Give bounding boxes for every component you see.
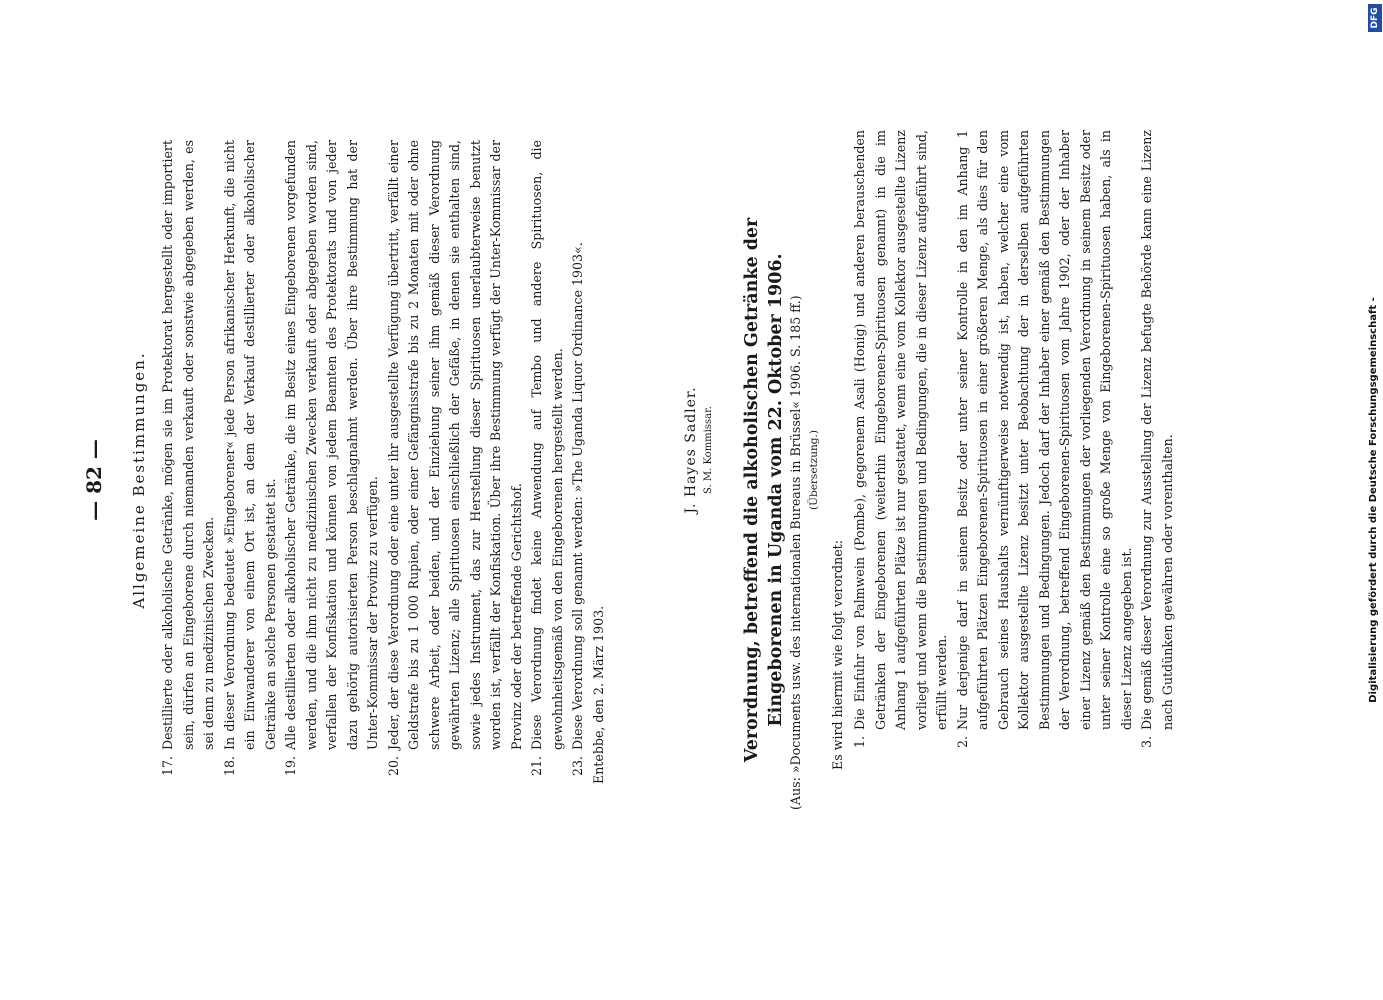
provision-number: 20. <box>385 756 401 777</box>
page-number: — 82 — <box>82 439 106 521</box>
provision-text: Alle destillierten oder alkoholischer Getränke, die im Besitz eines Eingeborenen vorgefunden werden, und die ihm nicht zu medizinischen Zwecken verkauft oder abgegeben worden sind, verfallen der Konfiskation und können von jedem Beamten des Protektorats und von jeder dazu gehörig autorisierten Person beschlagnahmt werden. Über ihre Bestimmung hat der Unter-Kommissar der Provinz zu verfügen. <box>283 140 380 750</box>
ordinance-item <box>850 130 953 749</box>
ordinance-items <box>850 130 1178 749</box>
ordinance-item-number: 3. <box>1139 736 1154 749</box>
provision-text: Destillierte oder alkoholische Getränke, mögen sie im Protektorat hergestellt oder importiert sein, dürfen an Eingeborene durch niemanden verkauft oder sonstwie abgegeben werden, es sei denn zu medizinischen Zwecken. <box>160 140 216 750</box>
ordinance-item-number: 2. <box>954 736 970 749</box>
provision-item <box>384 140 528 777</box>
place-date: Entebbe, den 2. März 1903. <box>590 605 606 784</box>
ordinance-intro: Es wird hiermit wie folgt verordnet: <box>830 540 845 770</box>
ordinance-source: (Aus: »Documents usw. des internationalen Bureaus in Brüssel« 1906. S. 185 ff.) <box>788 295 803 810</box>
provision-text: In dieser Verordnung bedeutet »Eingeborener« jede Person afrikanischer Herkunft, die nicht ein Einwanderer von einem Ort ist, an dem der Verkauf destillierter oder alkoholischer Getränke an solche Personen gestattet ist. <box>221 140 278 750</box>
provision-number: 21. <box>529 756 544 777</box>
provision-item <box>158 140 220 777</box>
general-provisions <box>158 140 609 784</box>
dfg-logo: DFG <box>1368 4 1382 32</box>
provision-item <box>527 140 568 777</box>
provision-number: 18. <box>221 756 237 777</box>
provision-text: Jeder, der diese Verordnung oder eine unter ihr ausgestellte Verfügung übertritt, verfällt einer Geldstrafe bis zu 1 000 Rupien, oder einer Gefängnisstrafe bis zu 2 Monaten mit oder ohne schwere Arbeit, oder beiden, und der Einziehung seiner ihm gemäß dieser Verordnung gewährten Lizenz; alle Spirituosen einschließlich der Gefäße, in denen sie enthalten sind, sowie jedes Instrument, das zur Herstellung dieser Spirituosen unerlaubterweise benutzt worden ist, verfällt der Konfiskation. Über ihre Bestimmung verfügt der Unter-Kommissar der Provinz oder der betreffende Gerichtshof. <box>385 140 524 750</box>
signature-name: J. Hayes Sadler. <box>683 386 699 514</box>
signature-title: S. M. Kommissar. <box>703 406 714 494</box>
ordinance-item-text: Die Einfuhr von Palmwein (Pombe), gegorenem Asali (Honig) und anderen berauschenden Getränken der Eingeborenen (weiterhin Eingeborenen-Spirituosen genannt) in die im Anhang 1 aufgeführten Plätze ist nur gestattet, wenn eine vom Kollektor ausgestellte Lizenz vorliegt und wenn die Bestimmungen und Bedingungen, die in dieser Lizenz aufgeführt sind, erfüllt werden. <box>852 130 949 730</box>
translation-note: (Übersetzung.) <box>808 430 820 510</box>
provision-item <box>568 140 589 777</box>
section-title: Allgemeine Bestimmungen. <box>130 351 148 609</box>
provision-text: Diese Verordnung soll genannt werden: »The Uganda Liquor Ordinance 1903«. <box>570 242 585 750</box>
provision-number: 17. <box>160 756 175 777</box>
ordinance-item-text: Nur derjenige darf in seinem Besitz oder unter seiner Kontrolle in den im Anhang 1 aufgeführten Plätzen Eingeborenen-Spirituosen in einer größeren Menge, als dies für den Gebrauch seines Haushalts vernünftigerweise notwendig ist, haben, welcher eine vom Kollektor ausgestellte Lizenz besitzt unter Beobachtung der in derselben aufgeführten Bestimmungen und Bedingungen. Jedoch darf der Inhaber einer gemäß den Bestimmungen der Verordnung, betreffend Eingeborenen-Spirituosen vom Jahre 1902, oder der Inhaber einer Lizenz gemäß den Bestimmungen der vorliegenden Verordnung in seinem Besitz oder unter seiner Kontrolle eine so große Menge von Eingeborenen-Spirituosen haben, als in dieser Lizenz angegeben ist. <box>954 130 1134 730</box>
provision-item <box>220 140 282 777</box>
ordinance-item <box>953 130 1138 749</box>
digitization-acknowledgement: Digitalisierung gefördert durch die Deutsche Forschungsgemeinschaft - <box>1368 297 1379 703</box>
ordinance-item-number: 1. <box>852 736 867 749</box>
provision-text: Diese Verordnung findet keine Anwendung auf Tembo und andere Spirituosen, die gewohnheitsgemäß von den Eingeborenen hergestellt werden. <box>529 140 565 750</box>
ordinance-item <box>1137 130 1178 749</box>
provision-number: 23. <box>570 756 585 777</box>
ordinance-title: Verordnung, betreffend die alkoholischen Getränke der Eingeborenen in Uganda vom 22. Oktober 1906. <box>742 217 786 763</box>
provision-item <box>281 140 384 777</box>
ordinance-item-text: Die gemäß dieser Verordnung zur Ausstellung der Lizenz befugte Behörde kann eine Lizenz nach Gutdünken gewähren oder vorenthalten. <box>1139 130 1175 730</box>
provision-number: 19. <box>283 756 298 777</box>
